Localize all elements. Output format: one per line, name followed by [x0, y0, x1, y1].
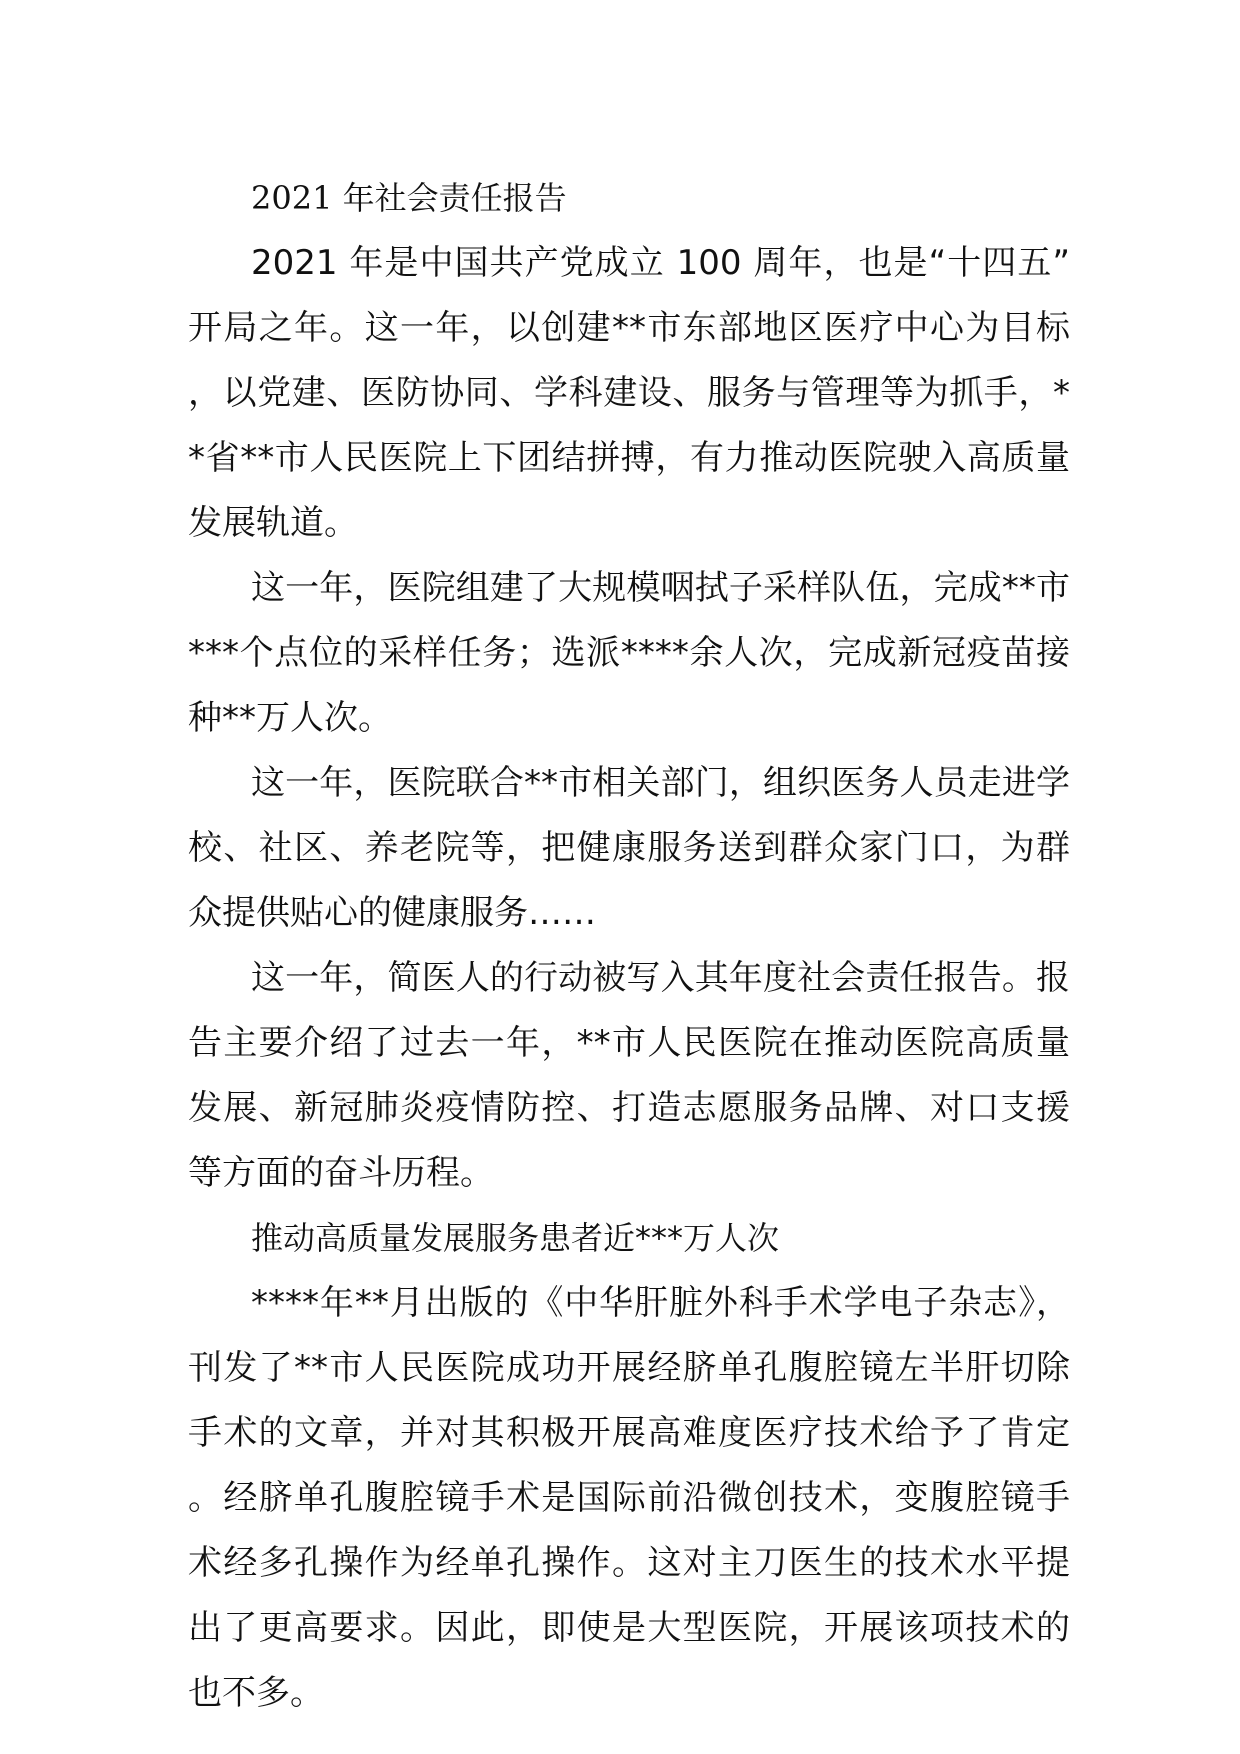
document-body — [188, 166, 1070, 1726]
paragraph-intro: 2021 年是中国共产党成立 100 周年，也是“十四五”开局之年。这一年，以创建**市东部地区医疗中心为目标，以党建、医防协同、学科建设、服务与管理等为抓手，**省**市人民医院上下团结拼搏，有力推动医院驶入高质量发展轨道。 — [188, 243, 1070, 543]
paragraph-surgery: ****年**月出版的《中华肝脏外科手术学电子杂志》，刊发了**市人民医院成功开展经脐单孔腹腔镜左半肝切除手术的文章，并对其积极开展高难度医疗技术给予了肯定。经脐单孔腹腔镜手术是国际前沿微创技术，变腹腔镜手术经多孔操作为经单孔操作。这对主刀医生的技术水平提出了更高要求。因此，即使是大型医院，开展该项技术的也不多。 — [188, 1283, 1070, 1713]
section-heading: 推动高质量发展服务患者近***万人次 — [251, 1219, 780, 1257]
document-title: 2021 年社会责任报告 — [251, 179, 567, 217]
paragraph-sampling: 这一年，医院组建了大规模咽拭子采样队伍，完成**市***个点位的采样任务；选派****余人次，完成新冠疫苗接种**万人次。 — [188, 568, 1070, 738]
paragraph-report-summary: 这一年，简医人的行动被写入其年度社会责任报告。报告主要介绍了过去一年，**市人民医院在推动医院高质量发展、新冠肺炎疫情防控、打造志愿服务品牌、对口支援等方面的奋斗历程。 — [188, 958, 1070, 1193]
paragraph-community-service: 这一年，医院联合**市相关部门，组织医务人员走进学校、社区、养老院等，把健康服务送到群众家门口，为群众提供贴心的健康服务…… — [188, 763, 1070, 933]
